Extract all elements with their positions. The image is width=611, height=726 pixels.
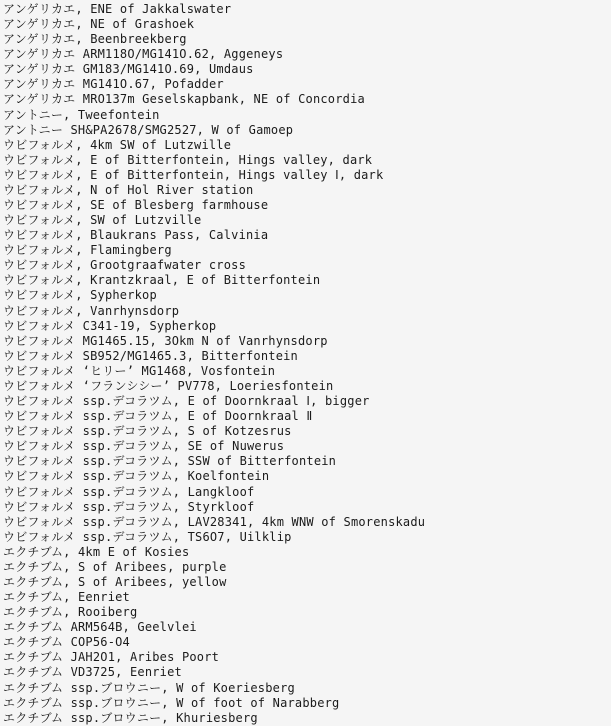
list-line: ウビフォルメ SB952/MG1465.3, Bitterfontein (3, 348, 298, 363)
list-line: ウビフォルメ ssp.デコラツム, S of Kotzesrus (3, 424, 292, 439)
list-line: エクチブム ssp.ブロウニー, Khuriesberg (3, 710, 258, 725)
list-line: ウビフォルメ, SE of Blesberg farmhouse (3, 198, 269, 213)
list-line: エクチブム, 4km E of Kosies (3, 544, 190, 559)
list-line: ウビフォルメ, N of Hol River station (3, 182, 254, 197)
list-line: アンゲリカエ MG141O.67, Pofadder (3, 77, 224, 92)
list-line: アンゲリカエ ARM118O/MG141O.62, Aggeneys (3, 47, 284, 62)
list-line: エクチブム, Rooiberg (3, 605, 138, 620)
list-line: エクチブム VD3725, Eenriet (3, 665, 182, 680)
list-line: ウビフォルメ, E of Bitterfontein, Hings valley Ⅰ, dark (3, 167, 384, 182)
list-line: ウビフォルメ ssp.デコラツム, LAV28341, 4km WNW of Smorenskadu (3, 514, 426, 529)
list-line: ウビフォルメ ssp.デコラツム, Koelfontein (3, 469, 270, 484)
list-line: ウビフォルメ MG1465.15, 3Okm N of Vanrhynsdorp (3, 333, 328, 348)
list-line: ウビフォルメ ‘フランシシー’ PV778, Loeriesfontein (3, 378, 334, 393)
list-line: エクチブム ssp.ブロウニー, W of foot of Narabberg (3, 695, 340, 710)
list-line: ウビフォルメ, Blaukrans Pass, Calvinia (3, 228, 269, 243)
list-line: エクチブム, S of Aribees, yellow (3, 574, 227, 589)
list-line: アンゲリカエ GM183/MG141O.69, Umdaus (3, 62, 254, 77)
list-line: ウビフォルメ ‘ヒリー’ MG1468, Vosfontein (3, 363, 276, 378)
list-line: ウビフォルメ, Grootgraafwater cross (3, 258, 247, 273)
list-line: アンゲリカエ, Beenbreekberg (3, 32, 187, 47)
list-line: ウビフォルメ ssp.デコラツム, E of Doornkraal Ⅰ, bigger (3, 394, 370, 409)
list-line: エクチブム, Eenriet (3, 590, 130, 605)
list-line: ウビフォルメ, Flamingberg (3, 243, 172, 258)
list-line: ウビフォルメ ssp.デコラツム, SSW of Bitterfontein (3, 454, 337, 469)
list-line: ウビフォルメ ssp.デコラツム, SE of Nuwerus (3, 439, 285, 454)
list-line: ウビフォルメ, Vanrhynsdorp (3, 303, 180, 318)
list-line: ウビフォルメ ssp.デコラツム, Langkloof (3, 484, 255, 499)
list-line: ウビフォルメ, E of Bitterfontein, Hings valley, dark (3, 152, 373, 167)
list-line: ウビフォルメ, 4km SW of Lutzwille (3, 137, 232, 152)
list-line: ウビフォルメ, Krantzkraal, E of Bitterfontein (3, 273, 321, 288)
list-line: エクチブム COP56-O4 (3, 635, 130, 650)
list-line: ウビフォルメ, Sypherkop (3, 288, 157, 303)
list-line: ウビフォルメ ssp.デコラツム, E of Doornkraal Ⅱ (3, 409, 313, 424)
list-line: ウビフォルメ ssp.デコラツム, TS6O7, Uilklip (3, 529, 292, 544)
list-line: エクチブム JAH2O1, Aribes Poort (3, 650, 220, 665)
list-line: アントニー SH&PA2678/SMG2527, W of Gamoep (3, 122, 294, 137)
list-line: アンゲリカエ, ENE of Jakkalswater (3, 2, 232, 16)
list-line: アントニー, Tweefontein (3, 107, 160, 122)
list-line: アンゲリカエ, NE of Grashoek (3, 17, 195, 32)
list-line: アンゲリカエ MRO137m Geselskapbank, NE of Concordia (3, 92, 365, 107)
list-line: エクチブム ssp.ブロウニー, W of Koeriesberg (3, 680, 295, 695)
list-line: エクチブム ARM564B, Geelvlei (3, 620, 197, 635)
list-line: ウビフォルメ ssp.デコラツム, Styrkloof (3, 499, 255, 514)
list-line: ウビフォルメ, SW of Lutzville (3, 213, 202, 228)
list-line: ウビフォルメ C341-19, Sypherkop (3, 318, 217, 333)
list-line: エクチブム, S of Aribees, purple (3, 559, 227, 574)
